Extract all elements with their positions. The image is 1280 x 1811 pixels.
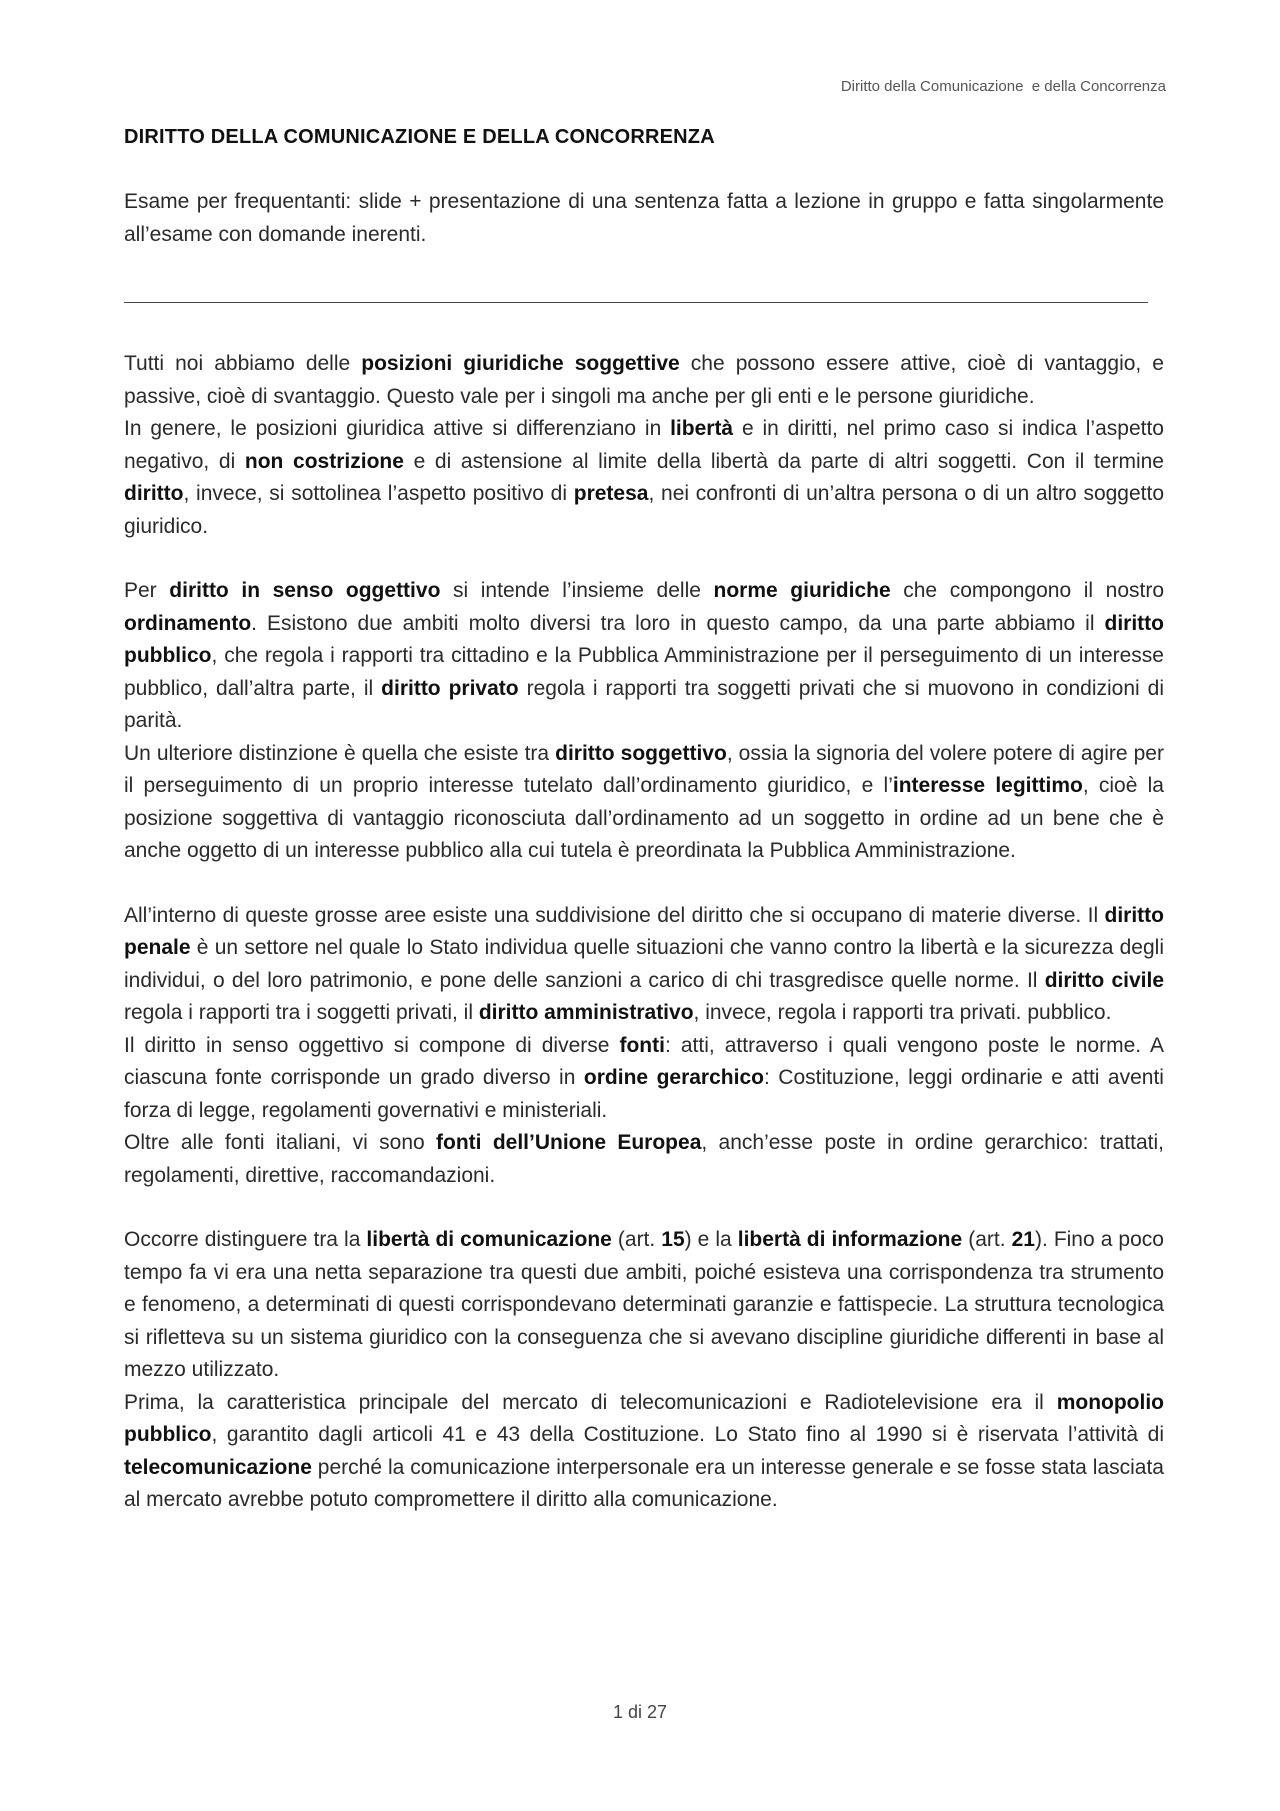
- bold-term: monopolio pubblico: [124, 1390, 1164, 1446]
- body-paragraph: [124, 1224, 1164, 1387]
- bold-term: posizioni giuridiche soggettive: [361, 352, 680, 375]
- text-run: : Costituzione, leggi ordinarie e atti aventi forza di legge, regolamenti governativi e ministeriali.: [124, 1066, 1164, 1122]
- text-run: regola i rapporti tra soggetti privati che si muovono in condizioni di parità.: [124, 676, 1164, 732]
- text-run: Per: [124, 579, 170, 602]
- text-run: , che regola i rapporti tra cittadino e la Pubblica Amministrazione per il perseguimento di un interesse pubblico, dall’altra parte, il: [124, 644, 1164, 700]
- body-paragraph: [124, 1030, 1164, 1128]
- text-run: (art.: [611, 1228, 662, 1251]
- text-run: , anch’esse poste in ordine gerarchico: trattati, regolamenti, direttive, raccomandazioni.: [124, 1131, 1164, 1187]
- text-run: è un settore nel quale lo Stato individua quelle situazioni che vanno contro la libertà e la sicurezza degli individui, o del loro patrimonio, e pone delle sanzioni a carico di chi trasgredisce quelle norme. Il: [124, 936, 1164, 992]
- text-run: , invece, regola i rapporti tra privati. pubblico.: [693, 1001, 1112, 1024]
- text-run: Tutti noi abbiamo delle: [124, 352, 362, 375]
- bold-term: 21: [1011, 1228, 1035, 1251]
- text-run: perché la comunicazione interpersonale era un interesse generale e se fosse stata lasciata al mercato avrebbe potuto compromettere il diritto alla comunicazione.: [124, 1455, 1164, 1511]
- body-paragraph: [124, 1387, 1164, 1517]
- bold-term: diritto: [124, 482, 184, 505]
- text-run: che possono essere attive, cioè di vantaggio, e passive, cioè di svantaggio. Questo vale per i singoli ma anche per gli enti e le persone giuridiche.: [124, 352, 1164, 408]
- bold-term: non costrizione: [244, 449, 404, 473]
- text-run: Il diritto in senso oggettivo si compone di diverse: [124, 1033, 620, 1057]
- body-paragraph: [124, 738, 1164, 868]
- main-body: [124, 348, 1164, 1517]
- document-title: DIRITTO DELLA COMUNICAZIONE E DELLA CONCORRENZA: [124, 126, 715, 148]
- text-run: e in diritti, nel primo caso si indica l’aspetto negativo, di: [124, 417, 1164, 473]
- body-paragraph: [124, 348, 1164, 413]
- text-run: ). Fino a poco tempo fa vi era una netta separazione tra questi due ambiti, poiché esisteva una corrispondenza tra strumento e fenomeno, a determinati di questi corrispondevano determinati garanzie e fattispecie. La struttura tecnologica si rifletteva su un sistema giuridico con la conseguenza che si avevano discipline giuridiche differenti in base al mezzo utilizzato.: [124, 1228, 1164, 1381]
- text-run: , cioè la posizione soggettiva di vantaggio riconosciuta dall’ordinamento ad un soggetto in ordine ad un bene che è anche oggetto di un interesse pubblico alla cui tutela è preordinata la Pubblica Amministrazione.: [124, 774, 1164, 862]
- bold-term: libertà di informazione: [737, 1228, 963, 1251]
- text-run: ) e la: [684, 1228, 738, 1251]
- bold-term: diritto in senso oggettivo: [169, 579, 441, 602]
- body-paragraph: [124, 575, 1164, 738]
- text-run: Un ulteriore distinzione è quella che esiste tra: [124, 741, 556, 765]
- bold-term: diritto penale: [124, 903, 1164, 959]
- bold-term: diritto soggettivo: [555, 741, 727, 765]
- text-run: (art.: [962, 1228, 1012, 1251]
- bold-term: diritto civile: [1044, 968, 1165, 992]
- text-run: Oltre alle fonti italiani, vi sono: [124, 1131, 437, 1154]
- text-run: e di astensione al limite della libertà da parte di altri soggetti. Con il termine: [403, 449, 1164, 473]
- bold-term: fonti: [619, 1033, 665, 1057]
- body-paragraph: [124, 413, 1164, 543]
- text-run: , ossia la signoria del volere potere di agire per il perseguimento di un proprio interesse tutelato dall’ordinamento giuridico, e l’: [124, 741, 1164, 797]
- bold-term: diritto amministrativo: [478, 1001, 694, 1024]
- bold-term: diritto privato: [381, 676, 519, 700]
- bold-term: fonti dell’Unione Europea: [436, 1131, 702, 1154]
- text-run: . Esistono due ambiti molto diversi tra loro in questo campo, da una parte abbiamo il: [251, 611, 1105, 635]
- page-number: 1 di 27: [612, 1702, 668, 1722]
- text-run: Prima, la caratteristica principale del mercato di telecomunicazioni e Radiotelevisione era il: [124, 1390, 1057, 1414]
- horizontal-rule: [124, 302, 1148, 303]
- bold-term: diritto pubblico: [124, 611, 1164, 667]
- text-run: che compongono il nostro: [890, 579, 1165, 602]
- text-run: , garantito dagli articoli 41 e 43 della Costituzione. Lo Stato fino al 1990 si è riservata l’attività di: [211, 1423, 1164, 1446]
- bold-term: 15: [661, 1228, 685, 1251]
- running-header: Diritto della Comunicazione e della Concorrenza: [840, 78, 1166, 95]
- bold-term: ordine gerarchico: [583, 1066, 764, 1089]
- bold-term: interesse legittimo: [892, 774, 1083, 797]
- bold-term: libertà di comunicazione: [366, 1228, 612, 1251]
- body-paragraph: [124, 1127, 1164, 1192]
- bold-term: norme giuridiche: [713, 579, 891, 602]
- bold-term: telecomunicazione: [124, 1455, 312, 1479]
- text-run: : atti, attraverso i quali vengono poste le norme. A ciascuna fonte corrisponde un grado diverso in: [124, 1033, 1164, 1089]
- bold-term: pretesa: [573, 482, 649, 505]
- text-run: , nei confronti di un’altra persona o di un altro soggetto giuridico.: [124, 482, 1165, 538]
- text-run: si intende l’insieme delle: [440, 579, 714, 602]
- text-run: , invece, si sottolinea l’aspetto positivo di: [183, 482, 574, 505]
- text-run: regola i rapporti tra i soggetti privati, il: [124, 1001, 479, 1024]
- text-run: Occorre distinguere tra la: [124, 1228, 367, 1251]
- exam-note-text: Esame per frequentanti: slide + presentazione di una sentenza fatta a lezione in gruppo e fatta singolarmente all’esame con domande inerenti.: [124, 190, 1164, 246]
- text-run: In genere, le posizioni giuridica attive si differenziano in: [124, 417, 671, 440]
- bold-term: libertà: [670, 417, 734, 440]
- exam-note: [124, 186, 1164, 251]
- text-run: All’interno di queste grosse aree esiste una suddivisione del diritto che si occupano di materie diverse. Il: [124, 903, 1105, 927]
- body-paragraph: [124, 900, 1164, 1030]
- bold-term: ordinamento: [124, 611, 252, 635]
